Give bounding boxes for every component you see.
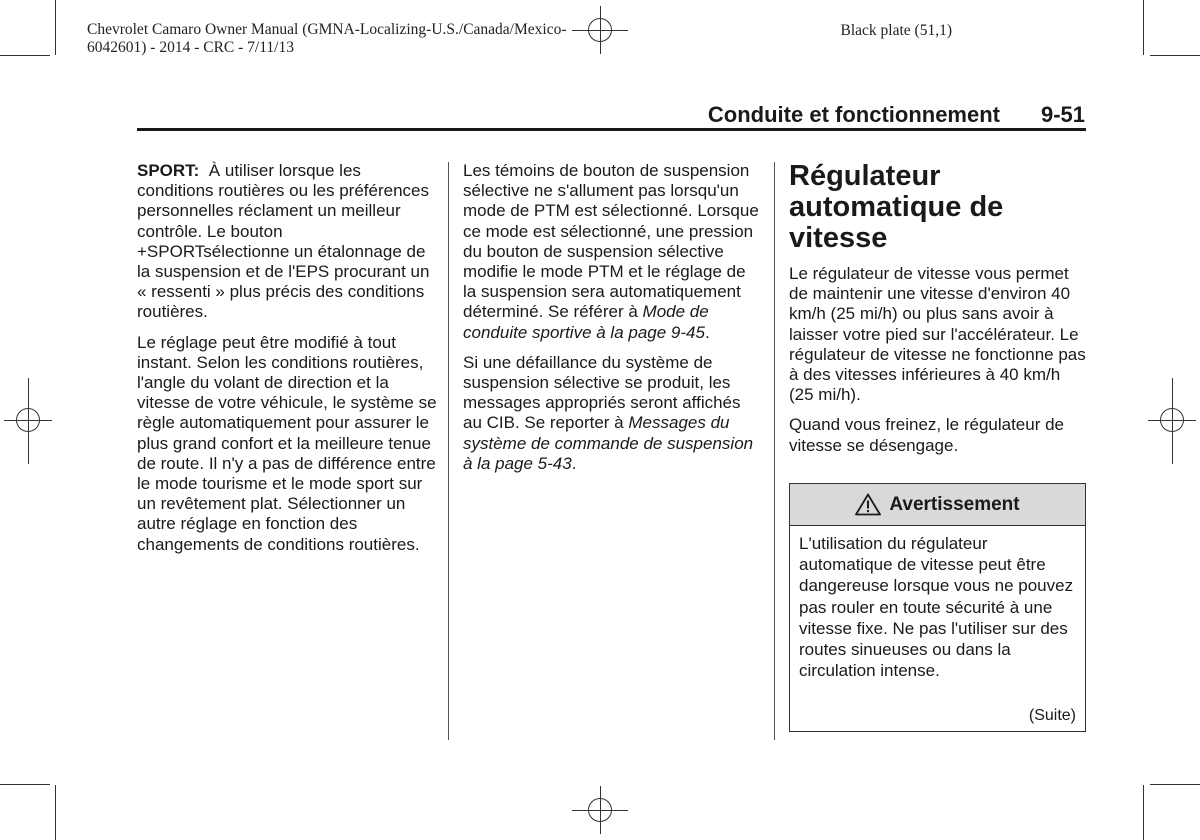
text-column-1: [137, 161, 437, 565]
plate-info: [87, 21, 567, 57]
sport-paragraph: [137, 161, 437, 323]
indicator-text: Les témoins de bouton de suspension sélective ne s'allument pas lorsqu'un mode de PTM est sélectionné. Lorsque ce mode est sélectionné, une pression du bouton de suspension sélective modifie le mode PTM et le réglage de la suspension sera automatiquement déterminé. Se référer à: [463, 161, 759, 322]
crop-mark-top-right-h: [1150, 55, 1200, 56]
warning-header: [790, 484, 1085, 526]
column-divider-2: [774, 162, 775, 740]
sport-mode-reference-link[interactable]: Mode de conduite sportive à la page 9-45: [463, 302, 709, 342]
warning-triangle-icon: [855, 493, 881, 516]
failure-paragraph: [463, 353, 763, 474]
adjustment-paragraph: Le réglage peut être modifié à tout instant. Selon les conditions routières, l'angle du volant de direction et la vitesse de votre véhicule, le système se règle automatiquement pour assurer le plus grand confort et la meilleure tenue de route. Il n'y a pas de différence entre le mode tourisme et le mode sport sur un revêtement plat. Sélectionner un autre réglage en fonction des changements de conditions routières.: [137, 332, 437, 554]
sport-text: À utiliser lorsque les conditions routières ou les préférences personnelles réclament un meilleur contrôle. Le bouton +SPORTsélectionne un étalonnage de la suspension et de l'EPS procurant un « ressenti » plus précis des conditions routières.: [137, 161, 430, 322]
sport-label: SPORT:: [137, 161, 200, 180]
suspension-messages-reference-link[interactable]: Messages du système de commande de suspension à la page 5-43: [463, 413, 754, 473]
cruise-control-paragraph: Le régulateur de vitesse vous permet de maintenir une vitesse d'environ 40 km/h (25 mi/h) ou plus sans avoir à laisser votre pied sur l'accélérateur. Le régulateur de vitesse ne fonctionne pas à des vitesses inférieures à 40 km/h (25 mi/h).: [789, 264, 1086, 405]
indicator-end: .: [704, 322, 710, 342]
crop-mark-top-left-v: [55, 0, 56, 55]
failure-text: Si une défaillance du système de suspension sélective se produit, les messages appropriés seront affichés au CIB. Se reporter à: [463, 352, 741, 433]
text-column-3: [789, 161, 1089, 466]
crop-mark-bottom-left-h: [0, 784, 50, 785]
black-plate-label: Black plate (51,1): [840, 22, 952, 39]
page-number: 9-51: [1040, 102, 1085, 127]
text-column-2: [463, 161, 763, 484]
crop-mark-bottom-right-v: [1143, 785, 1144, 840]
crop-mark-top-left-h: [0, 55, 50, 56]
continued-label: (Suite): [1028, 707, 1076, 724]
section-title: Conduite et fonctionnement: [707, 102, 1000, 127]
indicator-paragraph: [463, 161, 763, 343]
warning-box: [789, 483, 1086, 732]
braking-paragraph: Quand vous freinez, le régulateur de vitesse se désengage.: [789, 415, 1065, 455]
warning-body: L'utilisation du régulateur automatique de vitesse peut être dangereuse lorsque vous ne pouvez pas rouler en toute sécurité à une vitesse fixe. Ne pas l'utiliser sur des routes sinueuses ou dans la circulation intense.: [799, 534, 1074, 681]
crop-mark-top-right-v: [1143, 0, 1144, 55]
crop-mark-bottom-left-v: [55, 785, 56, 840]
column-divider-1: [448, 162, 449, 740]
warning-title: Avertissement: [889, 493, 1020, 515]
plate-info-line1: Chevrolet Camaro Owner Manual (GMNA-Localizing-U.S./Canada/Mexico-: [87, 21, 567, 38]
header-rule: [137, 128, 1086, 131]
cruise-control-heading: Régulateur automatique de vitesse: [789, 160, 1004, 254]
failure-end: .: [571, 453, 577, 473]
plate-info-line2: 6042601) - 2014 - CRC - 7/11/13: [87, 39, 294, 56]
crop-mark-bottom-right-h: [1150, 784, 1200, 785]
